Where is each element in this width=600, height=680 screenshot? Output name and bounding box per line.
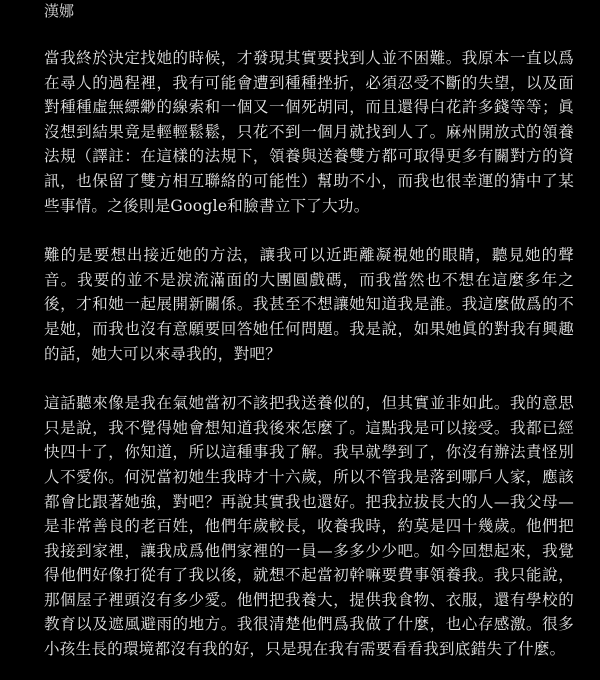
paragraph-3: 這話聽來像是我在氣她當初不該把我送養似的，但其實並非如此。我的意思只是說，我不覺得她會想知道我後來怎麼了。這點我是可以接受。我都已經快四十了，你知道，所以這種事我了解。我早就學到了，你沒有辦法責怪別人不愛你。何況當初她生我時才十六歲，所以不管我是落到哪戶人家，應該都會比跟著她強，對吧？再說其實我也還好。把我拉拔長大的人—我父母—是非常善良的老百姓，他們年歲較長，收養我時，約莫是四十幾歲。他們把我接到家裡，讓我成爲他們家裡的一員—多多少少吧。如今回想起來，我覺得他們好像打從有了我以後，就想不起當初幹嘛要費事領養我。我只能說，那個屋子裡頭沒有多少愛。他們把我養大，提供我食物、衣服，還有學校的教育以及遮風避雨的地方。我很清楚他們爲我做了什麼，也心存感激。很多小孩生長的環境都沒有我的好，只是現在我有需要看看我到底錯失了什麼。 [44, 394, 574, 659]
body-text [44, 46, 574, 662]
paragraph-2: 難的是要想出接近她的方法，讓我可以近距離凝視她的眼睛，聽見她的聲音。我要的並不是淚流滿面的大團圓戲碼，而我當然也不想在這麼多年之後，才和她一起展開新關係。我甚至不想讓她知道我是誰。我這麼做爲的不是她，而我也沒有意願要回答她任何問題。我是說，如果她眞的對我有興趣的話，她大可以來尋我的，對吧？ [44, 246, 574, 363]
running-header-title: 漢娜 [44, 2, 75, 20]
paragraph-1: 當我終於決定找她的時候，才發現其實要找到人並不困難。我原本一直以爲在尋人的過程裡，我有可能會遭到種種挫折，必須忍受不斷的失望，以及面對種種虛無縹緲的線索和一個又一個死胡同，而且還得白花許多錢等等；眞沒想到結果竟是輕輕鬆鬆，只花不到一個月就找到人了。麻州開放式的領養法規（譯註：在這樣的法規下，領養與送養雙方都可取得更多有關對方的資訊，也保留了雙方相互聯絡的可能性）幫助不小，而我也很幸運的猜中了某些事情。之後則是Google和臉書立下了大功。 [44, 49, 574, 215]
